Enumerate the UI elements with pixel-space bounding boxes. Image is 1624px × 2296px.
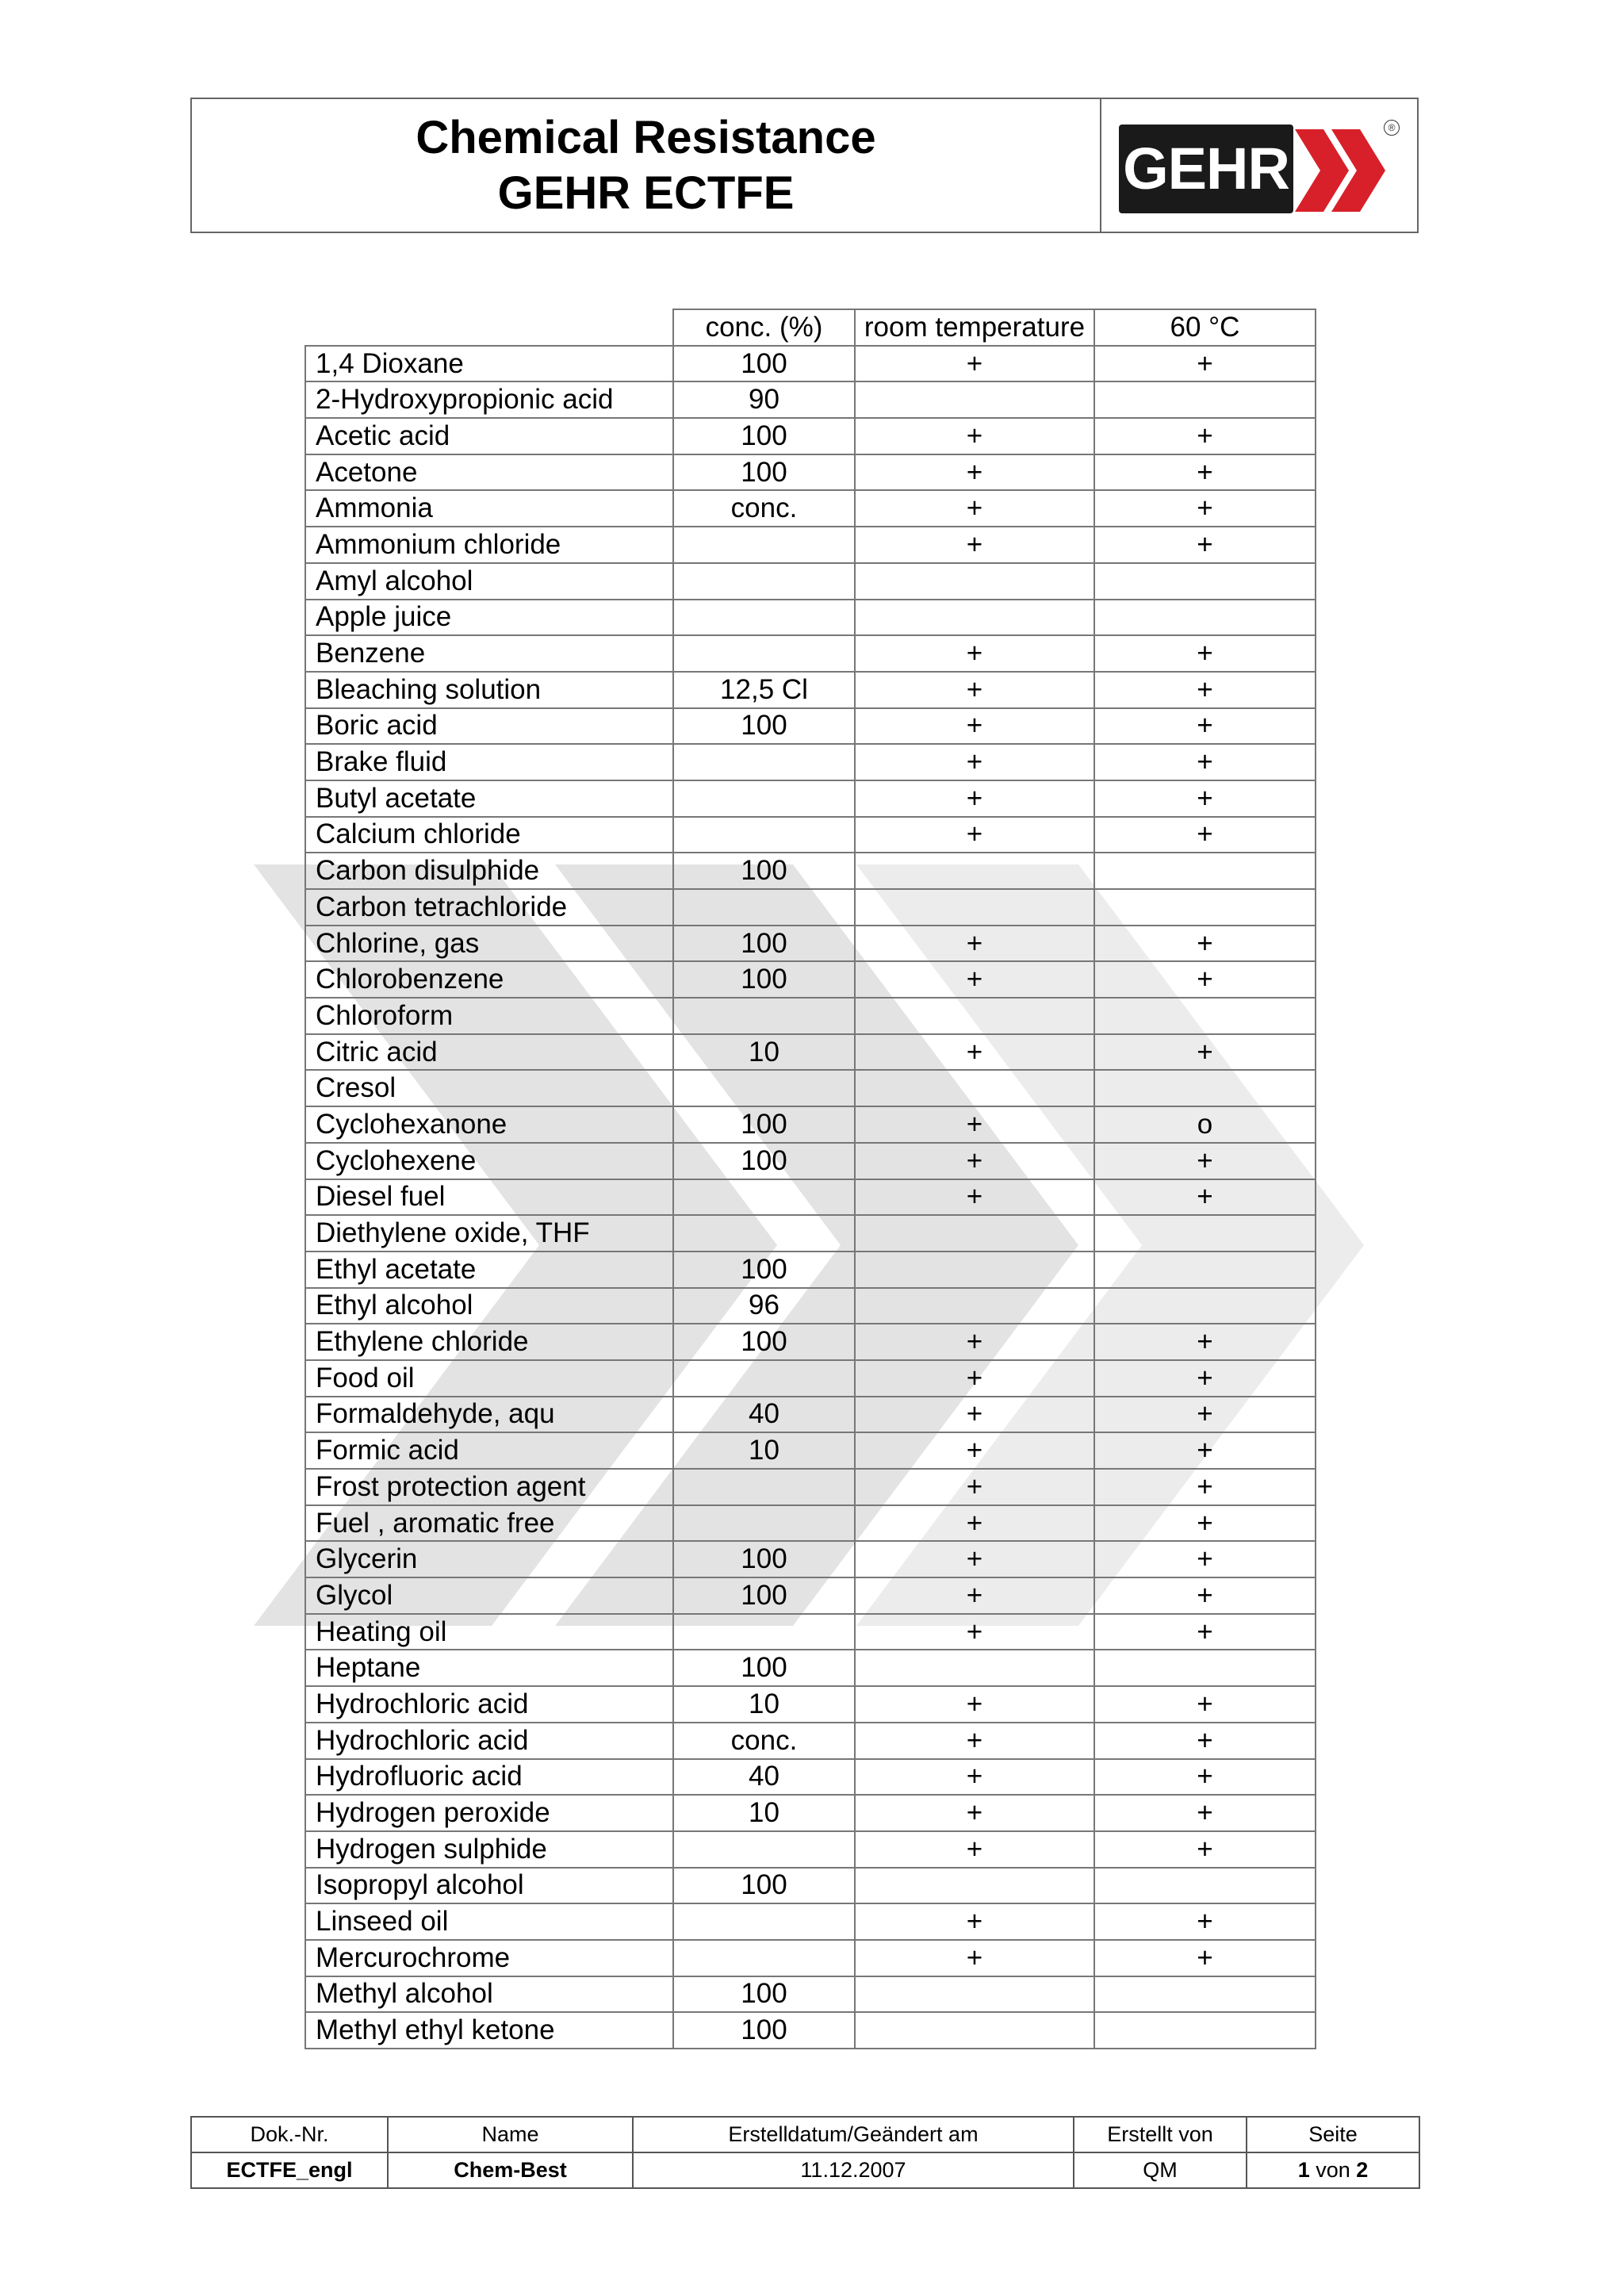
table-row (305, 1034, 1316, 1071)
chemical-name: Hydrofluoric acid (305, 1759, 673, 1796)
concentration-cell (673, 1360, 855, 1397)
rating-60c (1094, 563, 1316, 600)
concentration-cell (673, 1505, 855, 1542)
chemical-name: Ammonia (305, 490, 673, 527)
chemical-name: Food oil (305, 1360, 673, 1397)
chemical-name: Glycerin (305, 1541, 673, 1577)
table-row (305, 1723, 1316, 1759)
rating-60c: + (1094, 672, 1316, 708)
concentration-cell: 12,5 Cl (673, 672, 855, 708)
room-temp-rating: + (855, 1469, 1094, 1505)
rating-60c: + (1094, 346, 1316, 382)
room-temp-rating: + (855, 527, 1094, 563)
room-temp-rating: + (855, 1795, 1094, 1831)
chemical-name: Linseed oil (305, 1903, 673, 1940)
concentration-cell: 10 (673, 1795, 855, 1831)
concentration-cell: 100 (673, 1143, 855, 1179)
document-subtitle: GEHR ECTFE (497, 167, 795, 219)
chemical-name: Hydrogen sulphide (305, 1831, 673, 1868)
chemical-name: 2-Hydroxypropionic acid (305, 381, 673, 418)
room-temp-rating: + (855, 817, 1094, 853)
rating-60c (1094, 889, 1316, 926)
room-temp-rating: + (855, 744, 1094, 780)
rating-60c: + (1094, 1432, 1316, 1469)
concentration-cell: 100 (673, 708, 855, 745)
room-temp-rating: + (855, 780, 1094, 817)
table-row (305, 780, 1316, 817)
concentration-cell: 100 (673, 1577, 855, 1614)
chemical-name: Glycol (305, 1577, 673, 1614)
rating-60c: + (1094, 1541, 1316, 1577)
concentration-cell: conc. (673, 1723, 855, 1759)
room-temp-rating (855, 1215, 1094, 1251)
chemical-name: Heating oil (305, 1614, 673, 1650)
table-row (305, 1831, 1316, 1868)
room-temp-rating (855, 1976, 1094, 2013)
title-cell (192, 99, 1101, 232)
rating-60c: + (1094, 1505, 1316, 1542)
column-header-60c: 60 °C (1094, 309, 1316, 346)
chemical-name: Citric acid (305, 1034, 673, 1071)
concentration-cell: 100 (673, 1976, 855, 2013)
chemical-name: Cyclohexene (305, 1143, 673, 1179)
room-temp-rating: + (855, 1324, 1094, 1360)
rating-60c (1094, 853, 1316, 889)
room-temp-rating: + (855, 1940, 1094, 1976)
chemical-name: Diethylene oxide, THF (305, 1215, 673, 1251)
chemical-name: Hydrochloric acid (305, 1686, 673, 1723)
concentration-cell: 100 (673, 346, 855, 382)
table-row (305, 961, 1316, 998)
logo-chevron-icon (1292, 123, 1395, 218)
rating-60c: + (1094, 780, 1316, 817)
chemical-name: Mercurochrome (305, 1940, 673, 1976)
room-temp-rating: + (855, 1106, 1094, 1143)
table-row (305, 1614, 1316, 1650)
footer-page-of: von (1309, 2158, 1357, 2182)
chemical-name: Isopropyl alcohol (305, 1868, 673, 1904)
chemical-name: Carbon tetrachloride (305, 889, 673, 926)
chemical-name: Ammonium chloride (305, 527, 673, 563)
concentration-cell: 100 (673, 454, 855, 491)
footer-created-by: QM (1074, 2152, 1247, 2188)
rating-60c: + (1094, 1469, 1316, 1505)
concentration-cell (673, 1614, 855, 1650)
rating-60c (1094, 2012, 1316, 2049)
rating-60c: + (1094, 1723, 1316, 1759)
chemical-name: Ethyl alcohol (305, 1288, 673, 1324)
concentration-cell: 100 (673, 853, 855, 889)
room-temp-rating: + (855, 1759, 1094, 1796)
rating-60c (1094, 1650, 1316, 1686)
room-temp-rating (855, 381, 1094, 418)
room-temp-rating (855, 1251, 1094, 1288)
chemical-name: Ethyl acetate (305, 1251, 673, 1288)
column-header-conc: conc. (%) (673, 309, 855, 346)
room-temp-rating (855, 563, 1094, 600)
room-temp-rating: + (855, 1577, 1094, 1614)
table-body (305, 346, 1316, 2049)
room-temp-rating: + (855, 1143, 1094, 1179)
concentration-cell: 10 (673, 1432, 855, 1469)
table-row (305, 1650, 1316, 1686)
footer-label-created-by: Erstellt von (1074, 2117, 1247, 2152)
table-row (305, 926, 1316, 962)
table-row (305, 1215, 1316, 1251)
room-temp-rating: + (855, 1360, 1094, 1397)
rating-60c: + (1094, 527, 1316, 563)
table-row (305, 600, 1316, 636)
document-header (190, 98, 1419, 233)
room-temp-rating: + (855, 1397, 1094, 1433)
chemical-name: Formaldehyde, aqu (305, 1397, 673, 1433)
rating-60c: + (1094, 1831, 1316, 1868)
table-row (305, 1432, 1316, 1469)
document-title: Chemical Resistance (416, 111, 876, 163)
rating-60c: + (1094, 1759, 1316, 1796)
concentration-cell: 40 (673, 1397, 855, 1433)
room-temp-rating: + (855, 1505, 1094, 1542)
room-temp-rating (855, 1070, 1094, 1106)
concentration-cell (673, 1903, 855, 1940)
room-temp-rating (855, 889, 1094, 926)
table-row (305, 1106, 1316, 1143)
concentration-cell (673, 1940, 855, 1976)
table-row (305, 527, 1316, 563)
table-row (305, 1070, 1316, 1106)
chemical-name: Heptane (305, 1650, 673, 1686)
chemical-name: 1,4 Dioxane (305, 346, 673, 382)
table-row (305, 1288, 1316, 1324)
footer-label-name: Name (388, 2117, 633, 2152)
chemical-name: Hydrochloric acid (305, 1723, 673, 1759)
table-row (305, 889, 1316, 926)
rating-60c (1094, 1976, 1316, 2013)
room-temp-rating: + (855, 1831, 1094, 1868)
table-row (305, 1251, 1316, 1288)
concentration-cell (673, 889, 855, 926)
rating-60c (1094, 1288, 1316, 1324)
concentration-cell (673, 1831, 855, 1868)
room-temp-rating: + (855, 635, 1094, 672)
footer-page (1247, 2152, 1419, 2188)
room-temp-rating: + (855, 1723, 1094, 1759)
room-temp-rating: + (855, 418, 1094, 454)
table-row (305, 2012, 1316, 2049)
concentration-cell: conc. (673, 490, 855, 527)
chemical-name: Carbon disulphide (305, 853, 673, 889)
rating-60c: + (1094, 490, 1316, 527)
room-temp-rating: + (855, 1614, 1094, 1650)
concentration-cell: 10 (673, 1686, 855, 1723)
footer-name: Chem-Best (388, 2152, 633, 2188)
chemical-name: Cyclohexanone (305, 1106, 673, 1143)
concentration-cell: 100 (673, 926, 855, 962)
footer-label-row (191, 2117, 1419, 2152)
concentration-cell: 90 (673, 381, 855, 418)
table-row (305, 1940, 1316, 1976)
concentration-cell (673, 1469, 855, 1505)
footer-page-total: 2 (1356, 2158, 1369, 2182)
rating-60c: + (1094, 418, 1316, 454)
rating-60c (1094, 600, 1316, 636)
table-row (305, 1324, 1316, 1360)
chemical-name: Chlorine, gas (305, 926, 673, 962)
table-row (305, 853, 1316, 889)
concentration-cell (673, 817, 855, 853)
chemical-name: Acetone (305, 454, 673, 491)
room-temp-rating: + (855, 1541, 1094, 1577)
table-row (305, 346, 1316, 382)
rating-60c: + (1094, 635, 1316, 672)
chemical-name: Methyl ethyl ketone (305, 2012, 673, 2049)
table-row (305, 454, 1316, 491)
concentration-cell (673, 600, 855, 636)
chemical-name: Frost protection agent (305, 1469, 673, 1505)
table-row (305, 1360, 1316, 1397)
chemical-name: Butyl acetate (305, 780, 673, 817)
concentration-cell (673, 1070, 855, 1106)
concentration-cell: 40 (673, 1759, 855, 1796)
rating-60c: + (1094, 1795, 1316, 1831)
table-row (305, 998, 1316, 1034)
room-temp-rating: + (855, 490, 1094, 527)
table-row (305, 708, 1316, 745)
rating-60c (1094, 381, 1316, 418)
table-row (305, 817, 1316, 853)
resistance-table (304, 309, 1316, 2049)
chemical-name: Cresol (305, 1070, 673, 1106)
room-temp-rating: + (855, 1179, 1094, 1216)
rating-60c (1094, 1251, 1316, 1288)
rating-60c: + (1094, 817, 1316, 853)
room-temp-rating (855, 1650, 1094, 1686)
table-row (305, 635, 1316, 672)
rating-60c: + (1094, 926, 1316, 962)
concentration-cell (673, 780, 855, 817)
chemical-name: Chloroform (305, 998, 673, 1034)
table-row (305, 1505, 1316, 1542)
room-temp-rating: + (855, 346, 1094, 382)
room-temp-rating (855, 600, 1094, 636)
room-temp-rating (855, 853, 1094, 889)
rating-60c (1094, 1868, 1316, 1904)
room-temp-rating: + (855, 1903, 1094, 1940)
chemical-name: Hydrogen peroxide (305, 1795, 673, 1831)
concentration-cell: 100 (673, 1106, 855, 1143)
concentration-cell: 100 (673, 1251, 855, 1288)
rating-60c: o (1094, 1106, 1316, 1143)
rating-60c: + (1094, 961, 1316, 998)
rating-60c (1094, 1070, 1316, 1106)
rating-60c: + (1094, 454, 1316, 491)
rating-60c (1094, 998, 1316, 1034)
concentration-cell (673, 527, 855, 563)
table-header-row (305, 309, 1316, 346)
chemical-name: Amyl alcohol (305, 563, 673, 600)
concentration-cell (673, 635, 855, 672)
concentration-cell (673, 744, 855, 780)
room-temp-rating: + (855, 708, 1094, 745)
rating-60c: + (1094, 1179, 1316, 1216)
rating-60c: + (1094, 1577, 1316, 1614)
footer-label-date: Erstelldatum/Geändert am (633, 2117, 1074, 2152)
chemical-name: Ethylene chloride (305, 1324, 673, 1360)
chemical-name: Apple juice (305, 600, 673, 636)
concentration-cell (673, 1215, 855, 1251)
chemical-name: Diesel fuel (305, 1179, 673, 1216)
table-row (305, 744, 1316, 780)
concentration-cell (673, 1179, 855, 1216)
concentration-cell: 100 (673, 1324, 855, 1360)
chemical-name: Bleaching solution (305, 672, 673, 708)
room-temp-rating: + (855, 926, 1094, 962)
room-temp-rating (855, 1288, 1094, 1324)
footer-doc-no: ECTFE_engl (191, 2152, 388, 2188)
concentration-cell: 100 (673, 961, 855, 998)
table-row (305, 418, 1316, 454)
document-footer (190, 2116, 1420, 2189)
chemical-name: Calcium chloride (305, 817, 673, 853)
table-row (305, 1795, 1316, 1831)
chemical-name: Brake fluid (305, 744, 673, 780)
room-temp-rating: + (855, 961, 1094, 998)
table-row (305, 1179, 1316, 1216)
table-row (305, 1397, 1316, 1433)
footer-page-num: 1 (1297, 2158, 1310, 2182)
footer-label-doc-no: Dok.-Nr. (191, 2117, 388, 2152)
concentration-cell: 100 (673, 1650, 855, 1686)
footer-label-page: Seite (1247, 2117, 1419, 2152)
table-row (305, 1868, 1316, 1904)
concentration-cell: 100 (673, 1868, 855, 1904)
table-row (305, 1903, 1316, 1940)
room-temp-rating (855, 1868, 1094, 1904)
table-row (305, 1577, 1316, 1614)
rating-60c: + (1094, 1360, 1316, 1397)
chemical-name: Acetic acid (305, 418, 673, 454)
table-row (305, 672, 1316, 708)
rating-60c: + (1094, 708, 1316, 745)
rating-60c: + (1094, 1614, 1316, 1650)
logo-wordmark: GEHR (1119, 125, 1293, 213)
gehr-logo (1101, 99, 1417, 232)
table-row (305, 1759, 1316, 1796)
table-row (305, 490, 1316, 527)
rating-60c: + (1094, 744, 1316, 780)
header-blank-cell (305, 309, 673, 346)
rating-60c: + (1094, 1143, 1316, 1179)
rating-60c: + (1094, 1397, 1316, 1433)
registered-mark: ® (1384, 120, 1400, 136)
table-row (305, 1469, 1316, 1505)
room-temp-rating: + (855, 1432, 1094, 1469)
chemical-name: Fuel , aromatic free (305, 1505, 673, 1542)
table-row (305, 1686, 1316, 1723)
concentration-cell (673, 563, 855, 600)
chemical-name: Chlorobenzene (305, 961, 673, 998)
table-row (305, 381, 1316, 418)
room-temp-rating: + (855, 672, 1094, 708)
room-temp-rating (855, 998, 1094, 1034)
footer-date: 11.12.2007 (633, 2152, 1074, 2188)
rating-60c: + (1094, 1940, 1316, 1976)
concentration-cell: 100 (673, 2012, 855, 2049)
table-row (305, 1541, 1316, 1577)
concentration-cell (673, 998, 855, 1034)
room-temp-rating: + (855, 454, 1094, 491)
footer-value-row (191, 2152, 1419, 2188)
concentration-cell: 10 (673, 1034, 855, 1071)
chemical-name: Boric acid (305, 708, 673, 745)
concentration-cell: 100 (673, 418, 855, 454)
room-temp-rating: + (855, 1034, 1094, 1071)
concentration-cell: 100 (673, 1541, 855, 1577)
column-header-room-temp: room temperature (855, 309, 1094, 346)
table-row (305, 1143, 1316, 1179)
rating-60c (1094, 1215, 1316, 1251)
room-temp-rating: + (855, 1686, 1094, 1723)
chemical-name: Benzene (305, 635, 673, 672)
rating-60c: + (1094, 1686, 1316, 1723)
table-row (305, 1976, 1316, 2013)
rating-60c: + (1094, 1903, 1316, 1940)
chemical-name: Methyl alcohol (305, 1976, 673, 2013)
rating-60c: + (1094, 1034, 1316, 1071)
concentration-cell: 96 (673, 1288, 855, 1324)
room-temp-rating (855, 2012, 1094, 2049)
chemical-name: Formic acid (305, 1432, 673, 1469)
table-row (305, 563, 1316, 600)
rating-60c: + (1094, 1324, 1316, 1360)
